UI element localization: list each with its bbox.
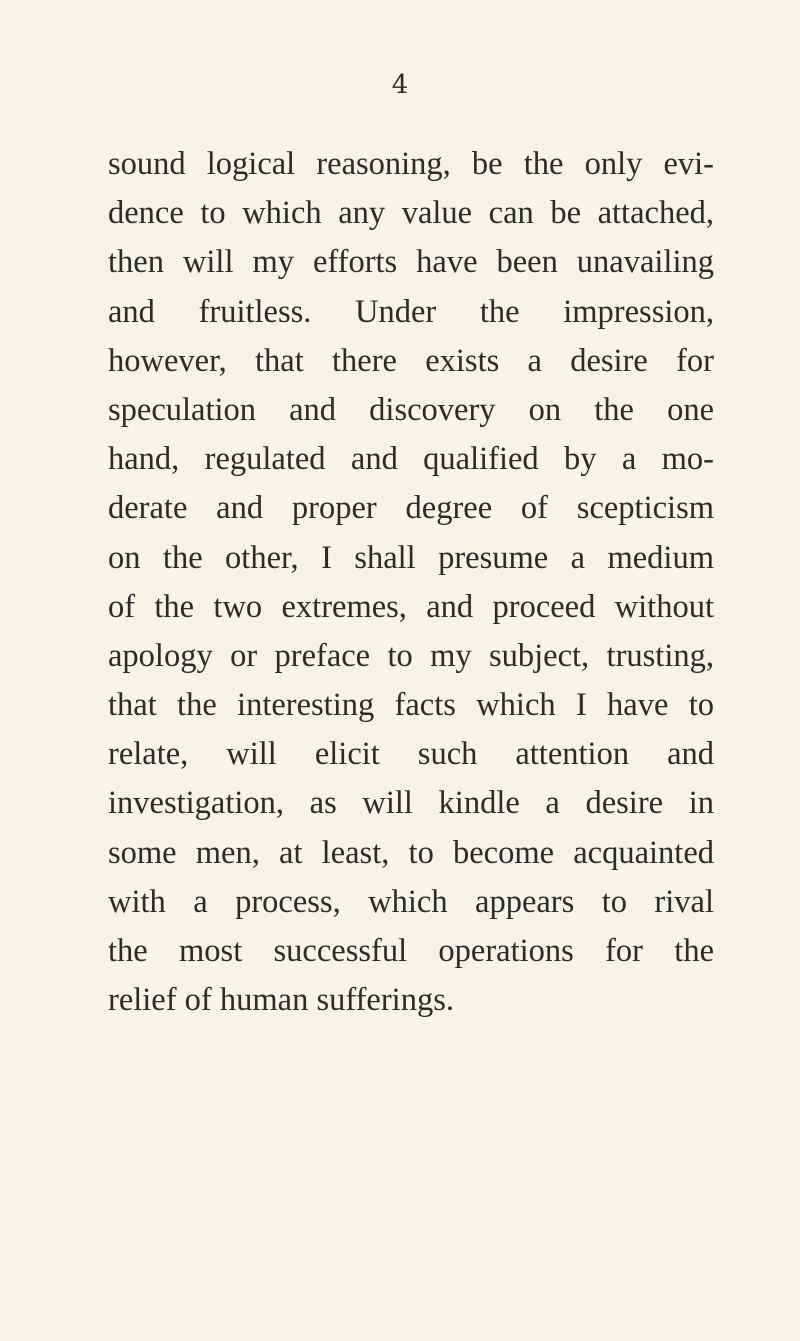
text-line: the most successful operations for the xyxy=(108,933,714,969)
text-line: hand, regulated and qualified by a mo- xyxy=(108,441,714,478)
text-line: investigation, as will kindle a desire in xyxy=(108,785,714,822)
text-line: on the other, I shall presume a medium xyxy=(108,539,714,576)
text-line: some men, at least, to become acquainted xyxy=(108,834,714,871)
text-line: of the two extremes, and proceed without xyxy=(108,588,714,625)
text-line: that the interesting facts which I have to xyxy=(108,687,714,724)
page-number: 4 xyxy=(391,70,409,100)
body-text xyxy=(108,148,714,1033)
text-line: and fruitless. Under the impression, xyxy=(108,293,714,330)
text-line: then will my efforts have been unavailing xyxy=(108,244,714,281)
text-line: however, that there exists a desire for xyxy=(108,342,714,379)
text-line: relief of human sufferings. xyxy=(108,982,454,1019)
text-line: with a process, which appears to rival xyxy=(108,883,714,920)
text-line: apology or preface to my subject, trusting, xyxy=(108,637,714,674)
text-line: dence to which any value can be attached, xyxy=(108,195,714,232)
text-line: speculation and discovery on the one xyxy=(108,391,714,428)
text-line: derate and proper degree of scepticism xyxy=(108,490,714,527)
text-line: relate, will elicit such attention and xyxy=(108,736,714,773)
text-line: sound logical reasoning, be the only evi- xyxy=(108,146,714,182)
